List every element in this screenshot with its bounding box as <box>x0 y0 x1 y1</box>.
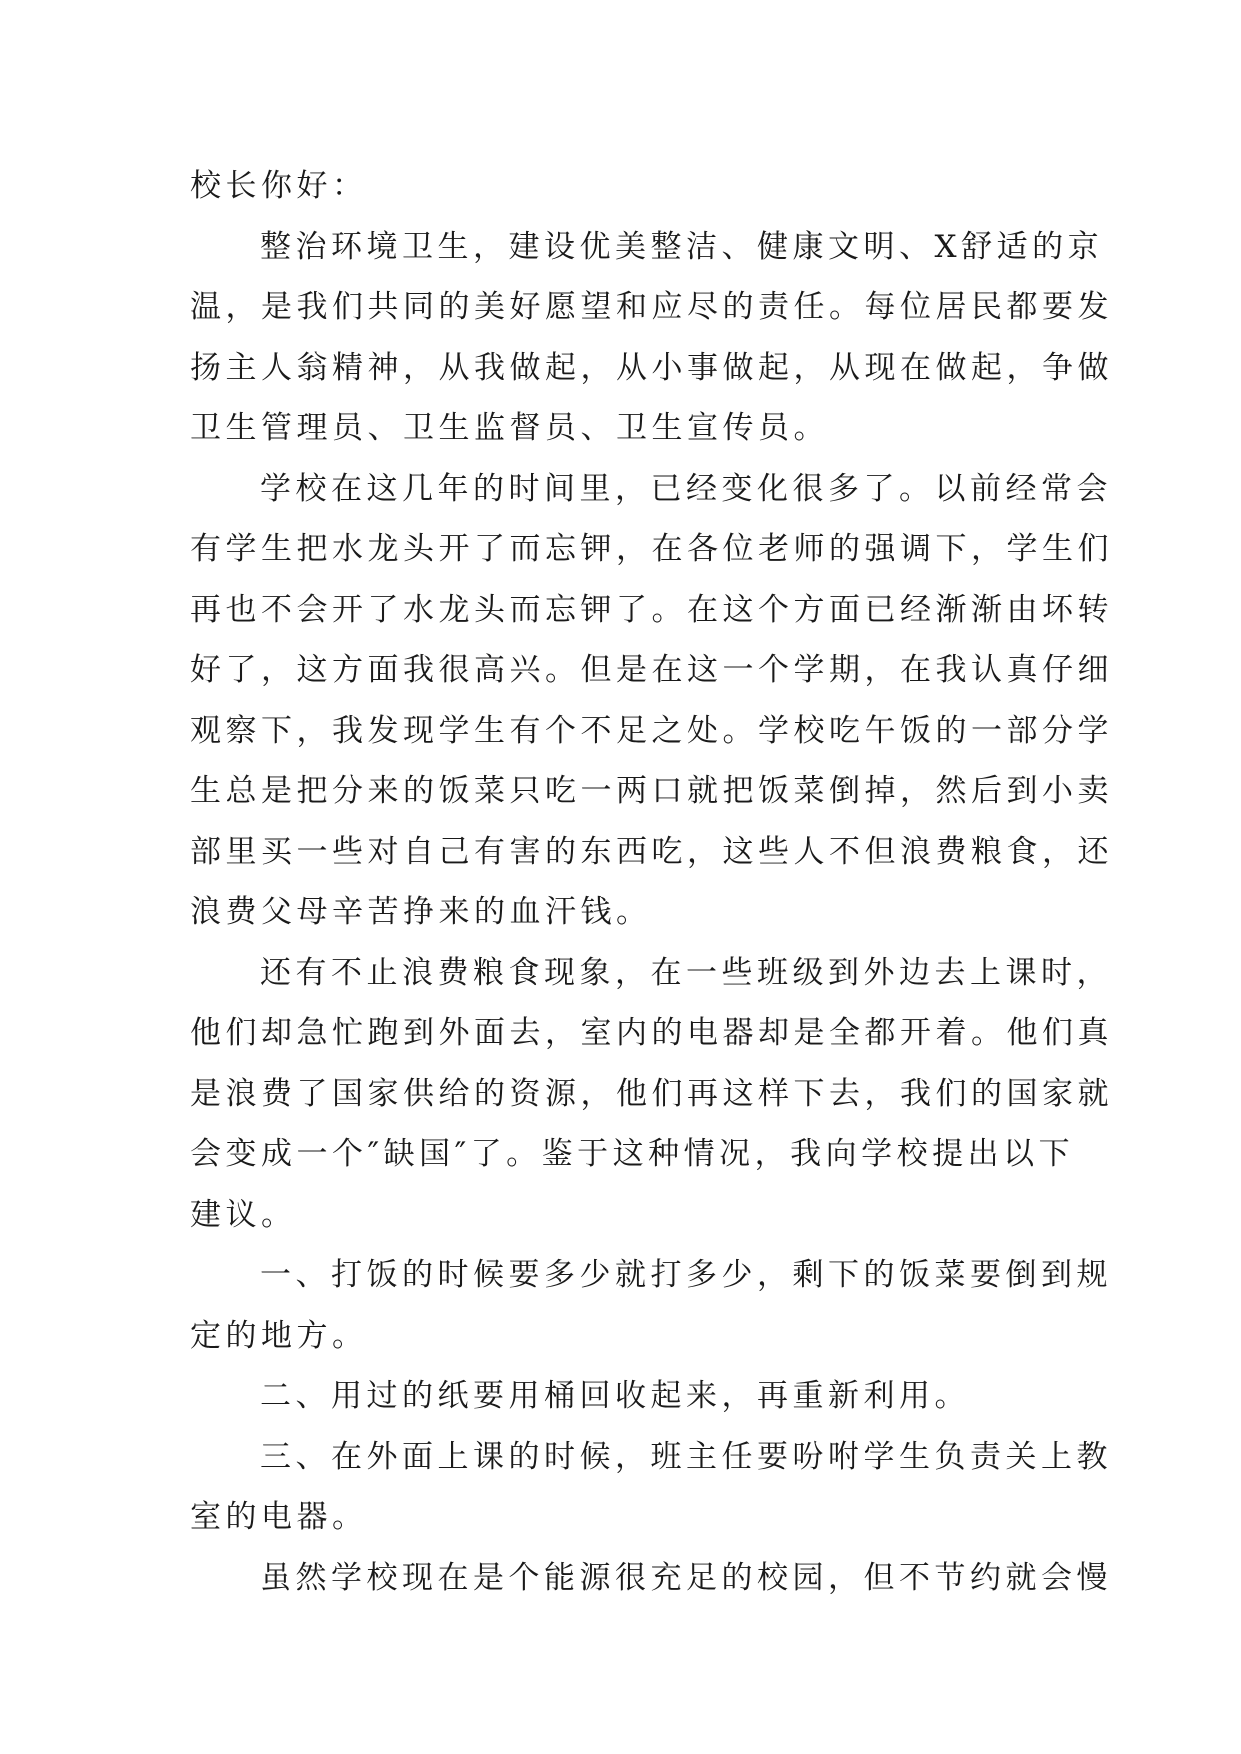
text-line: 浪费父母辛苦挣来的血汗钱。 <box>190 894 652 930</box>
text-line: 扬主人翁精神，从我做起，从小事做起，从现在做起，争做 <box>190 349 1113 386</box>
text-line: 他们却急忙跑到外面去，室内的电器却是全都开着。他们真 <box>190 1015 1113 1051</box>
text-line: 部里买一些对自己有害的东西吃，这些人不但浪费粮食，还 <box>190 833 1113 870</box>
text-line: 卫生管理员、卫生监督员、卫生宣传员。 <box>190 410 829 446</box>
text-line: 温，是我们共同的美好愿望和应尽的责任。每位居民都要发 <box>190 289 1113 325</box>
text-line: 定的地方。 <box>190 1317 368 1354</box>
suggestion-line: 三、在外面上课的时候，班主任要吩咐学生负责关上教 <box>260 1438 1112 1475</box>
text-line: 再也不会开了水龙头而忘钾了。在这个方面已经渐渐由坏转 <box>190 591 1113 628</box>
text-line: 生总是把分来的饭菜只吃一两口就把饭菜倒掉，然后到小卖 <box>190 773 1113 809</box>
text-line: 会变成一个″缺国″了。鉴于这种情况，我向学校提出以下 <box>190 1136 1075 1172</box>
text-line: 建议。 <box>190 1196 297 1233</box>
text-line: 是浪费了国家供给的资源，他们再这样下去，我们的国家就 <box>190 1075 1113 1112</box>
suggestion-line: 一、打饭的时候要多少就打多少，剩下的饭菜要倒到规 <box>260 1257 1112 1293</box>
text-line: 观察下，我发现学生有个不足之处。学校吃午饭的一部分学 <box>190 712 1113 749</box>
text-line: 还有不止浪费粮食现象，在一些班级到外边去上课时， <box>260 954 1112 991</box>
text-line: 整治环境卫生，建设优美整洁、健康文明、X舒适的京 <box>260 228 1104 265</box>
text-line: 好了，这方面我很高兴。但是在这一个学期，在我认真仔细 <box>190 652 1113 688</box>
suggestion-line: 二、用过的纸要用桶回收起来，再重新利用。 <box>260 1378 970 1414</box>
greeting-line: 校长你好： <box>190 168 368 204</box>
text-line: 虽然学校现在是个能源很充足的校园，但不节约就会慢 <box>260 1559 1112 1596</box>
text-line: 有学生把水龙头开了而忘钾，在各位老师的强调下，学生们 <box>190 531 1113 567</box>
letter-body <box>190 156 1113 1608</box>
text-line: 学校在这几年的时间里，已经变化很多了。以前经常会 <box>260 470 1112 507</box>
text-line: 室的电器。 <box>190 1499 368 1535</box>
